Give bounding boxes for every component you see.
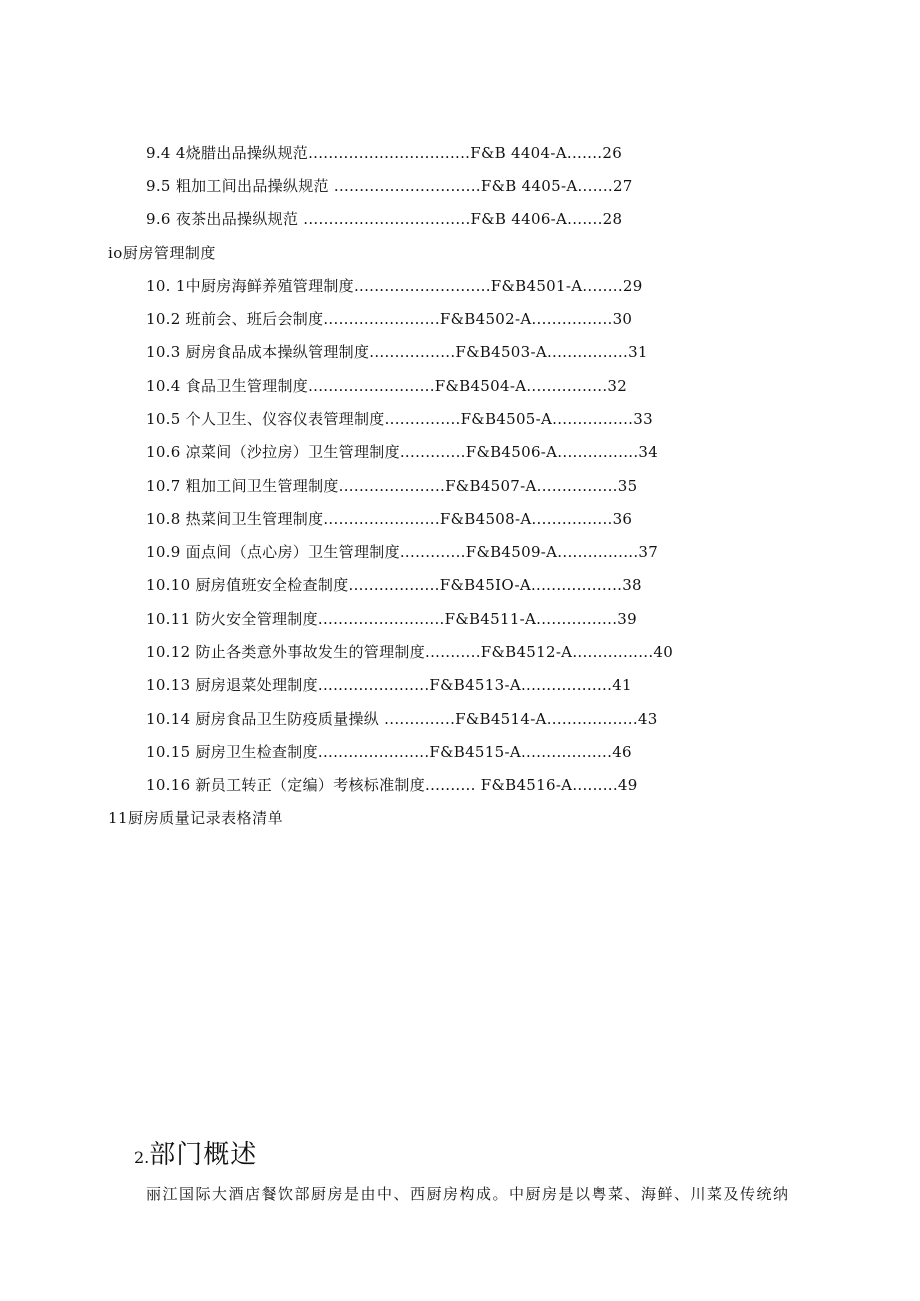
- toc-entry-10-9: 10.9 面点间（点心房）卫生管理制度.............F&B4509-A................37: [146, 543, 659, 561]
- toc-entry-10-4: 10.4 食品卫生管理制度.........................F&B4504-A................32: [146, 377, 628, 395]
- toc-entry-10-11: 10.11 防火安全管理制度.........................F&B4511-A................39: [146, 610, 637, 628]
- chapter-title: 部门概述: [149, 1140, 258, 1170]
- chapter-heading: [134, 1138, 257, 1175]
- toc-entry-9-6: 9.6 夜茶出品操纵规范 .................................F&B 4406-A.......28: [146, 210, 623, 228]
- toc-section-10: io厨房管理制度: [108, 244, 216, 262]
- toc-entry-9-5: 9.5 粗加工间出品操纵规范 .............................F&B 4405-A.......27: [146, 177, 633, 195]
- toc-entry-10-10: 10.10 厨房值班安全检查制度..................F&B45IO-A..................38: [146, 576, 642, 594]
- toc-entry-10-15: 10.15 厨房卫生检查制度......................F&B4515-A..................46: [146, 743, 632, 761]
- toc-entry-10-12: 10.12 防止各类意外事故发生的管理制度...........F&B4512-A................40: [146, 643, 674, 661]
- toc-entry-10-3: 10.3 厨房食品成本操纵管理制度.................F&B4503-A................31: [146, 343, 648, 361]
- toc-entry-9-4: 9.4 4烧腊出品操纵规范................................F&B 4404-A.......26: [146, 144, 623, 162]
- chapter-number: 2.: [134, 1148, 150, 1167]
- toc-entry-10-5: 10.5 个人卫生、仪容仪表管理制度...............F&B4505-A................33: [146, 410, 653, 428]
- toc-entry-10-1: 10. 1中厨房海鲜养殖管理制度...........................F&B4501-A........29: [146, 277, 643, 295]
- toc-entry-10-14: 10.14 厨房食品卫生防疫质量操纵 ..............F&B4514-A..................43: [146, 710, 658, 728]
- toc-entry-10-6: 10.6 凉菜间（沙拉房）卫生管理制度.............F&B4506-A................34: [146, 443, 659, 461]
- toc-entry-10-7: 10.7 粗加工间卫生管理制度.....................F&B4507-A................35: [146, 477, 638, 495]
- body-paragraph: 丽江国际大酒店餐饮部厨房是由中、西厨房构成。中厨房是以粤菜、海鲜、川菜及传统纳: [146, 1185, 790, 1203]
- toc-section-11: 11厨房质量记录表格清单: [108, 809, 284, 827]
- toc-entry-10-13: 10.13 厨房退菜处理制度......................F&B4513-A..................41: [146, 676, 632, 694]
- toc-entry-10-16: 10.16 新员工转正（定编）考核标准制度.......... F&B4516-A.........49: [146, 776, 638, 794]
- toc-entry-10-8: 10.8 热菜间卫生管理制度.......................F&B4508-A................36: [146, 510, 633, 528]
- toc-entry-10-2: 10.2 班前会、班后会制度.......................F&B4502-A................30: [146, 310, 633, 328]
